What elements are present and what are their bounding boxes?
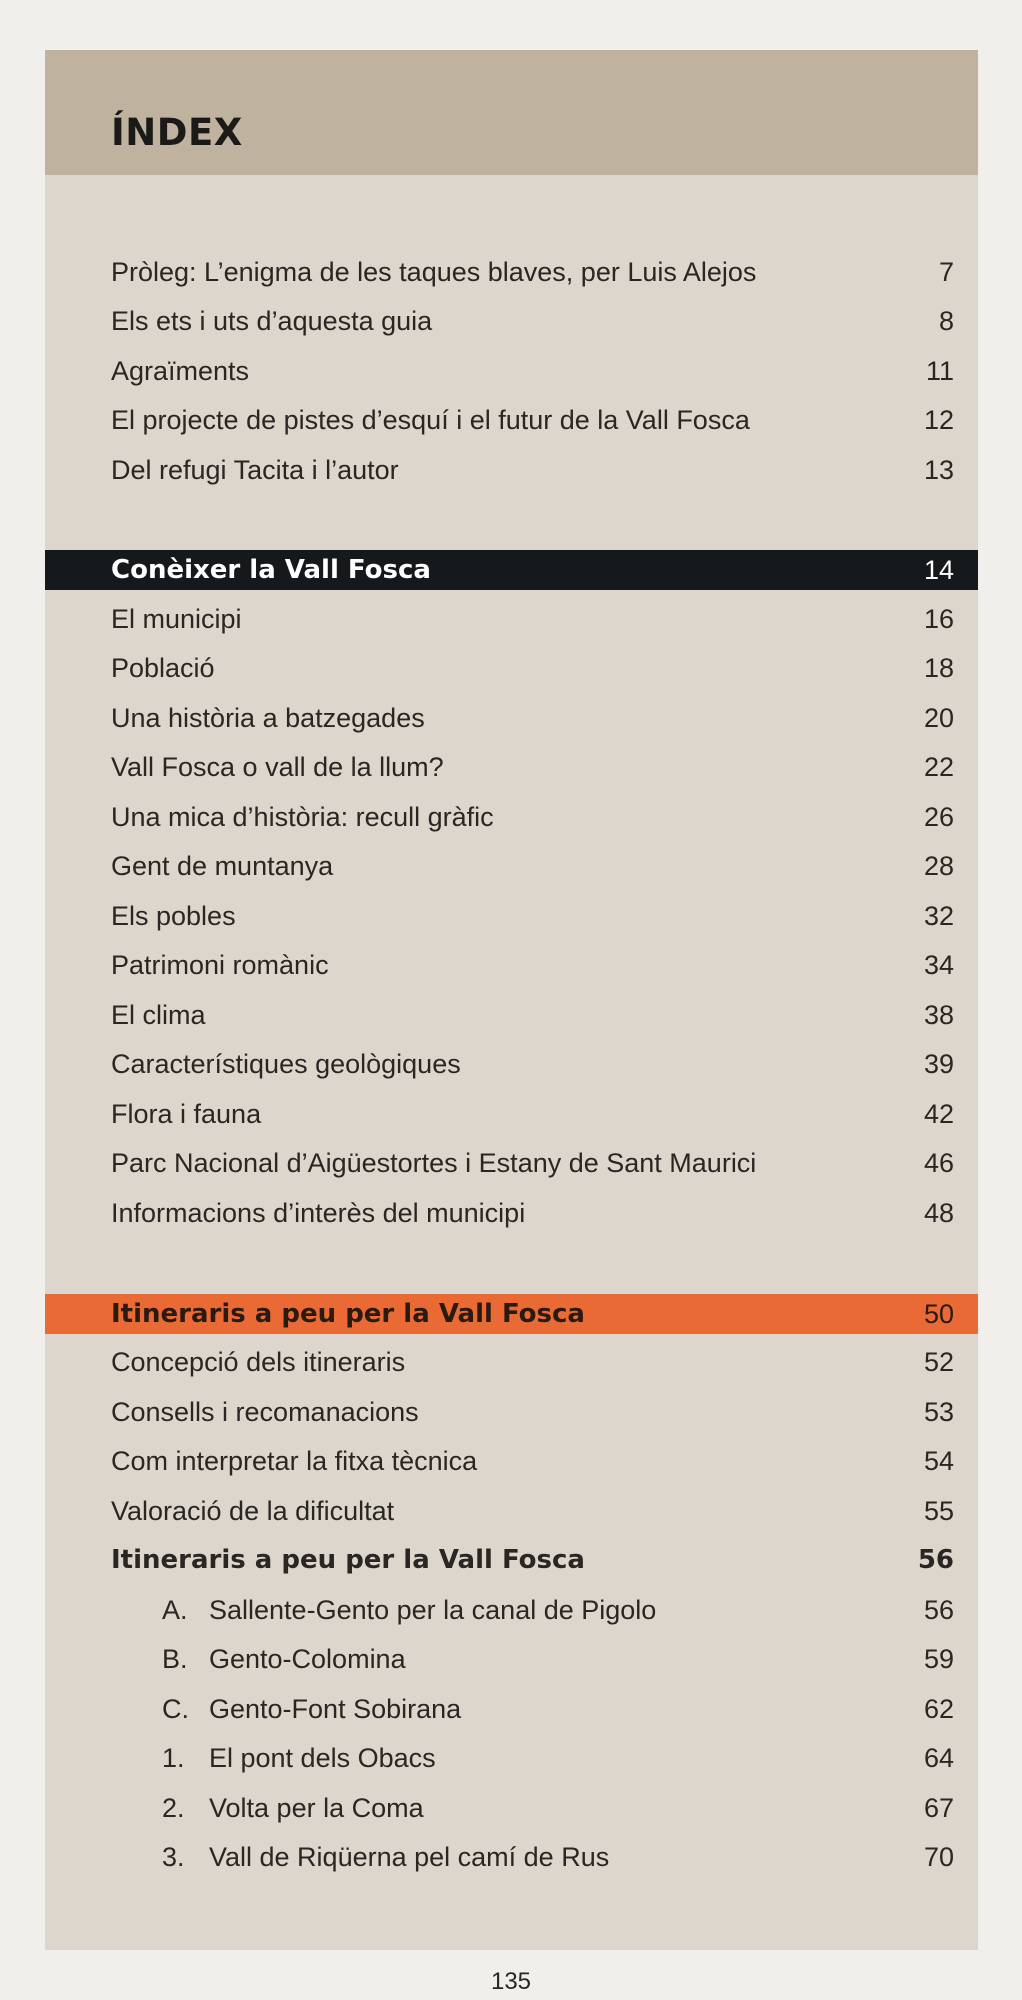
section-label: Conèixer la Vall Fosca (111, 555, 431, 585)
entry-page: 7 (938, 256, 954, 287)
entry-page: 12 (923, 404, 954, 435)
entry-label: El projecte de pistes d’esquí i el futur de la Vall Fosca (111, 404, 750, 435)
toc-entry (45, 1338, 978, 1386)
toc-entry (45, 1189, 978, 1237)
entry-label: Parc Nacional d’Aigüestortes i Estany de Sant Maurici (111, 1147, 757, 1178)
itinerary-page: 56 (923, 1594, 954, 1625)
entry-page: 48 (923, 1197, 954, 1228)
entry-label: Els ets i uts d’aquesta guia (111, 305, 433, 336)
toc-entry (45, 842, 978, 890)
toc-entry (45, 297, 978, 345)
entry-label: Del refugi Tacita i l’autor (111, 454, 399, 485)
entry-label: Patrimoni romànic (111, 949, 329, 980)
subheading-label: Itineraris a peu per la Vall Fosca (111, 1545, 585, 1575)
toc-entry (45, 1139, 978, 1187)
entry-page: 13 (923, 454, 954, 485)
itinerary-page: 59 (923, 1643, 954, 1674)
toc-entry (45, 1437, 978, 1485)
header-band (45, 50, 978, 175)
entry-page: 20 (923, 702, 954, 733)
page-number: 135 (490, 1968, 532, 1995)
itinerary-marker: C. (162, 1693, 189, 1724)
entry-page: 26 (923, 801, 954, 832)
itinerary-label: Vall de Riqüerna pel camí de Rus (209, 1841, 610, 1872)
entry-page: 22 (923, 751, 954, 782)
entry-label: Concepció dels itineraris (111, 1346, 406, 1377)
itinerary-entry (45, 1635, 978, 1683)
itinerary-entry (45, 1784, 978, 1832)
index-page (45, 50, 978, 1950)
itinerary-page: 64 (923, 1742, 954, 1773)
toc-entry (45, 743, 978, 791)
entry-page: 38 (923, 999, 954, 1030)
itinerary-entry (45, 1833, 978, 1881)
section-page: 50 (923, 1298, 954, 1329)
toc-entry (45, 347, 978, 395)
itinerary-marker: A. (162, 1594, 188, 1625)
itinerary-marker: 2. (162, 1792, 185, 1823)
toc-entry (45, 1040, 978, 1088)
entry-label: Característiques geològiques (111, 1048, 461, 1079)
itinerary-marker: B. (162, 1643, 188, 1674)
entry-page: 34 (923, 949, 954, 980)
itinerary-label: Volta per la Coma (209, 1792, 424, 1823)
toc-entry (45, 892, 978, 940)
entry-label: Una mica d’història: recull gràfic (111, 801, 494, 832)
entry-label: Flora i fauna (111, 1098, 262, 1129)
entry-label: Pròleg: L’enigma de les taques blaves, per Luis Alejos (111, 256, 757, 287)
entry-page: 53 (923, 1396, 954, 1427)
toc-entry (45, 1487, 978, 1535)
itinerary-label: Gento-Font Sobirana (209, 1693, 462, 1724)
entry-page: 11 (925, 355, 954, 386)
entry-label: Consells i recomanacions (111, 1396, 419, 1427)
section-header-coneixer (45, 550, 978, 590)
entry-page: 54 (923, 1445, 954, 1476)
itinerary-entry (45, 1734, 978, 1782)
toc-entry (45, 644, 978, 692)
toc-entry (45, 248, 978, 296)
entry-label: Informacions d’interès del municipi (111, 1197, 526, 1228)
toc-entry (45, 694, 978, 742)
entry-page: 42 (923, 1098, 954, 1129)
entry-page: 55 (923, 1495, 954, 1526)
itinerary-page: 70 (923, 1841, 954, 1872)
entry-label: Valoració de la dificultat (111, 1495, 395, 1526)
toc-subheading (45, 1536, 978, 1584)
itinerary-marker: 1. (162, 1742, 185, 1773)
entry-page: 18 (923, 652, 954, 683)
entry-label: Els pobles (111, 900, 236, 931)
entry-page: 46 (923, 1147, 954, 1178)
section-page: 14 (923, 554, 954, 585)
itinerary-marker: 3. (162, 1841, 185, 1872)
toc-entry (45, 793, 978, 841)
entry-label: El clima (111, 999, 206, 1030)
itinerary-entry (45, 1586, 978, 1634)
section-header-itineraris (45, 1294, 978, 1334)
subheading-page: 56 (917, 1545, 954, 1575)
page-title: ÍNDEX (111, 111, 243, 154)
itinerary-page: 67 (923, 1792, 954, 1823)
entry-label: Vall Fosca o vall de la llum? (111, 751, 444, 782)
toc-entry (45, 446, 978, 494)
entry-page: 28 (923, 850, 954, 881)
itinerary-label: Gento-Colomina (209, 1643, 406, 1674)
entry-label: Com interpretar la fitxa tècnica (111, 1445, 478, 1476)
entry-label: El municipi (111, 603, 242, 634)
toc-entry (45, 991, 978, 1039)
itinerary-label: Sallente-Gento per la canal de Pigolo (209, 1594, 657, 1625)
section-label: Itineraris a peu per la Vall Fosca (111, 1299, 585, 1329)
toc-entry (45, 941, 978, 989)
entry-label: Població (111, 652, 215, 683)
entry-page: 52 (923, 1346, 954, 1377)
entry-label: Una història a batzegades (111, 702, 425, 733)
itinerary-entry (45, 1685, 978, 1733)
toc-entry (45, 1090, 978, 1138)
itinerary-page: 62 (923, 1693, 954, 1724)
entry-label: Agraïments (111, 355, 250, 386)
toc-entry (45, 1388, 978, 1436)
itinerary-label: El pont dels Obacs (209, 1742, 436, 1773)
entry-page: 8 (938, 305, 954, 336)
toc-entry (45, 595, 978, 643)
toc-entry (45, 396, 978, 444)
entry-label: Gent de muntanya (111, 850, 334, 881)
entry-page: 16 (923, 603, 954, 634)
entry-page: 39 (923, 1048, 954, 1079)
entry-page: 32 (923, 900, 954, 931)
